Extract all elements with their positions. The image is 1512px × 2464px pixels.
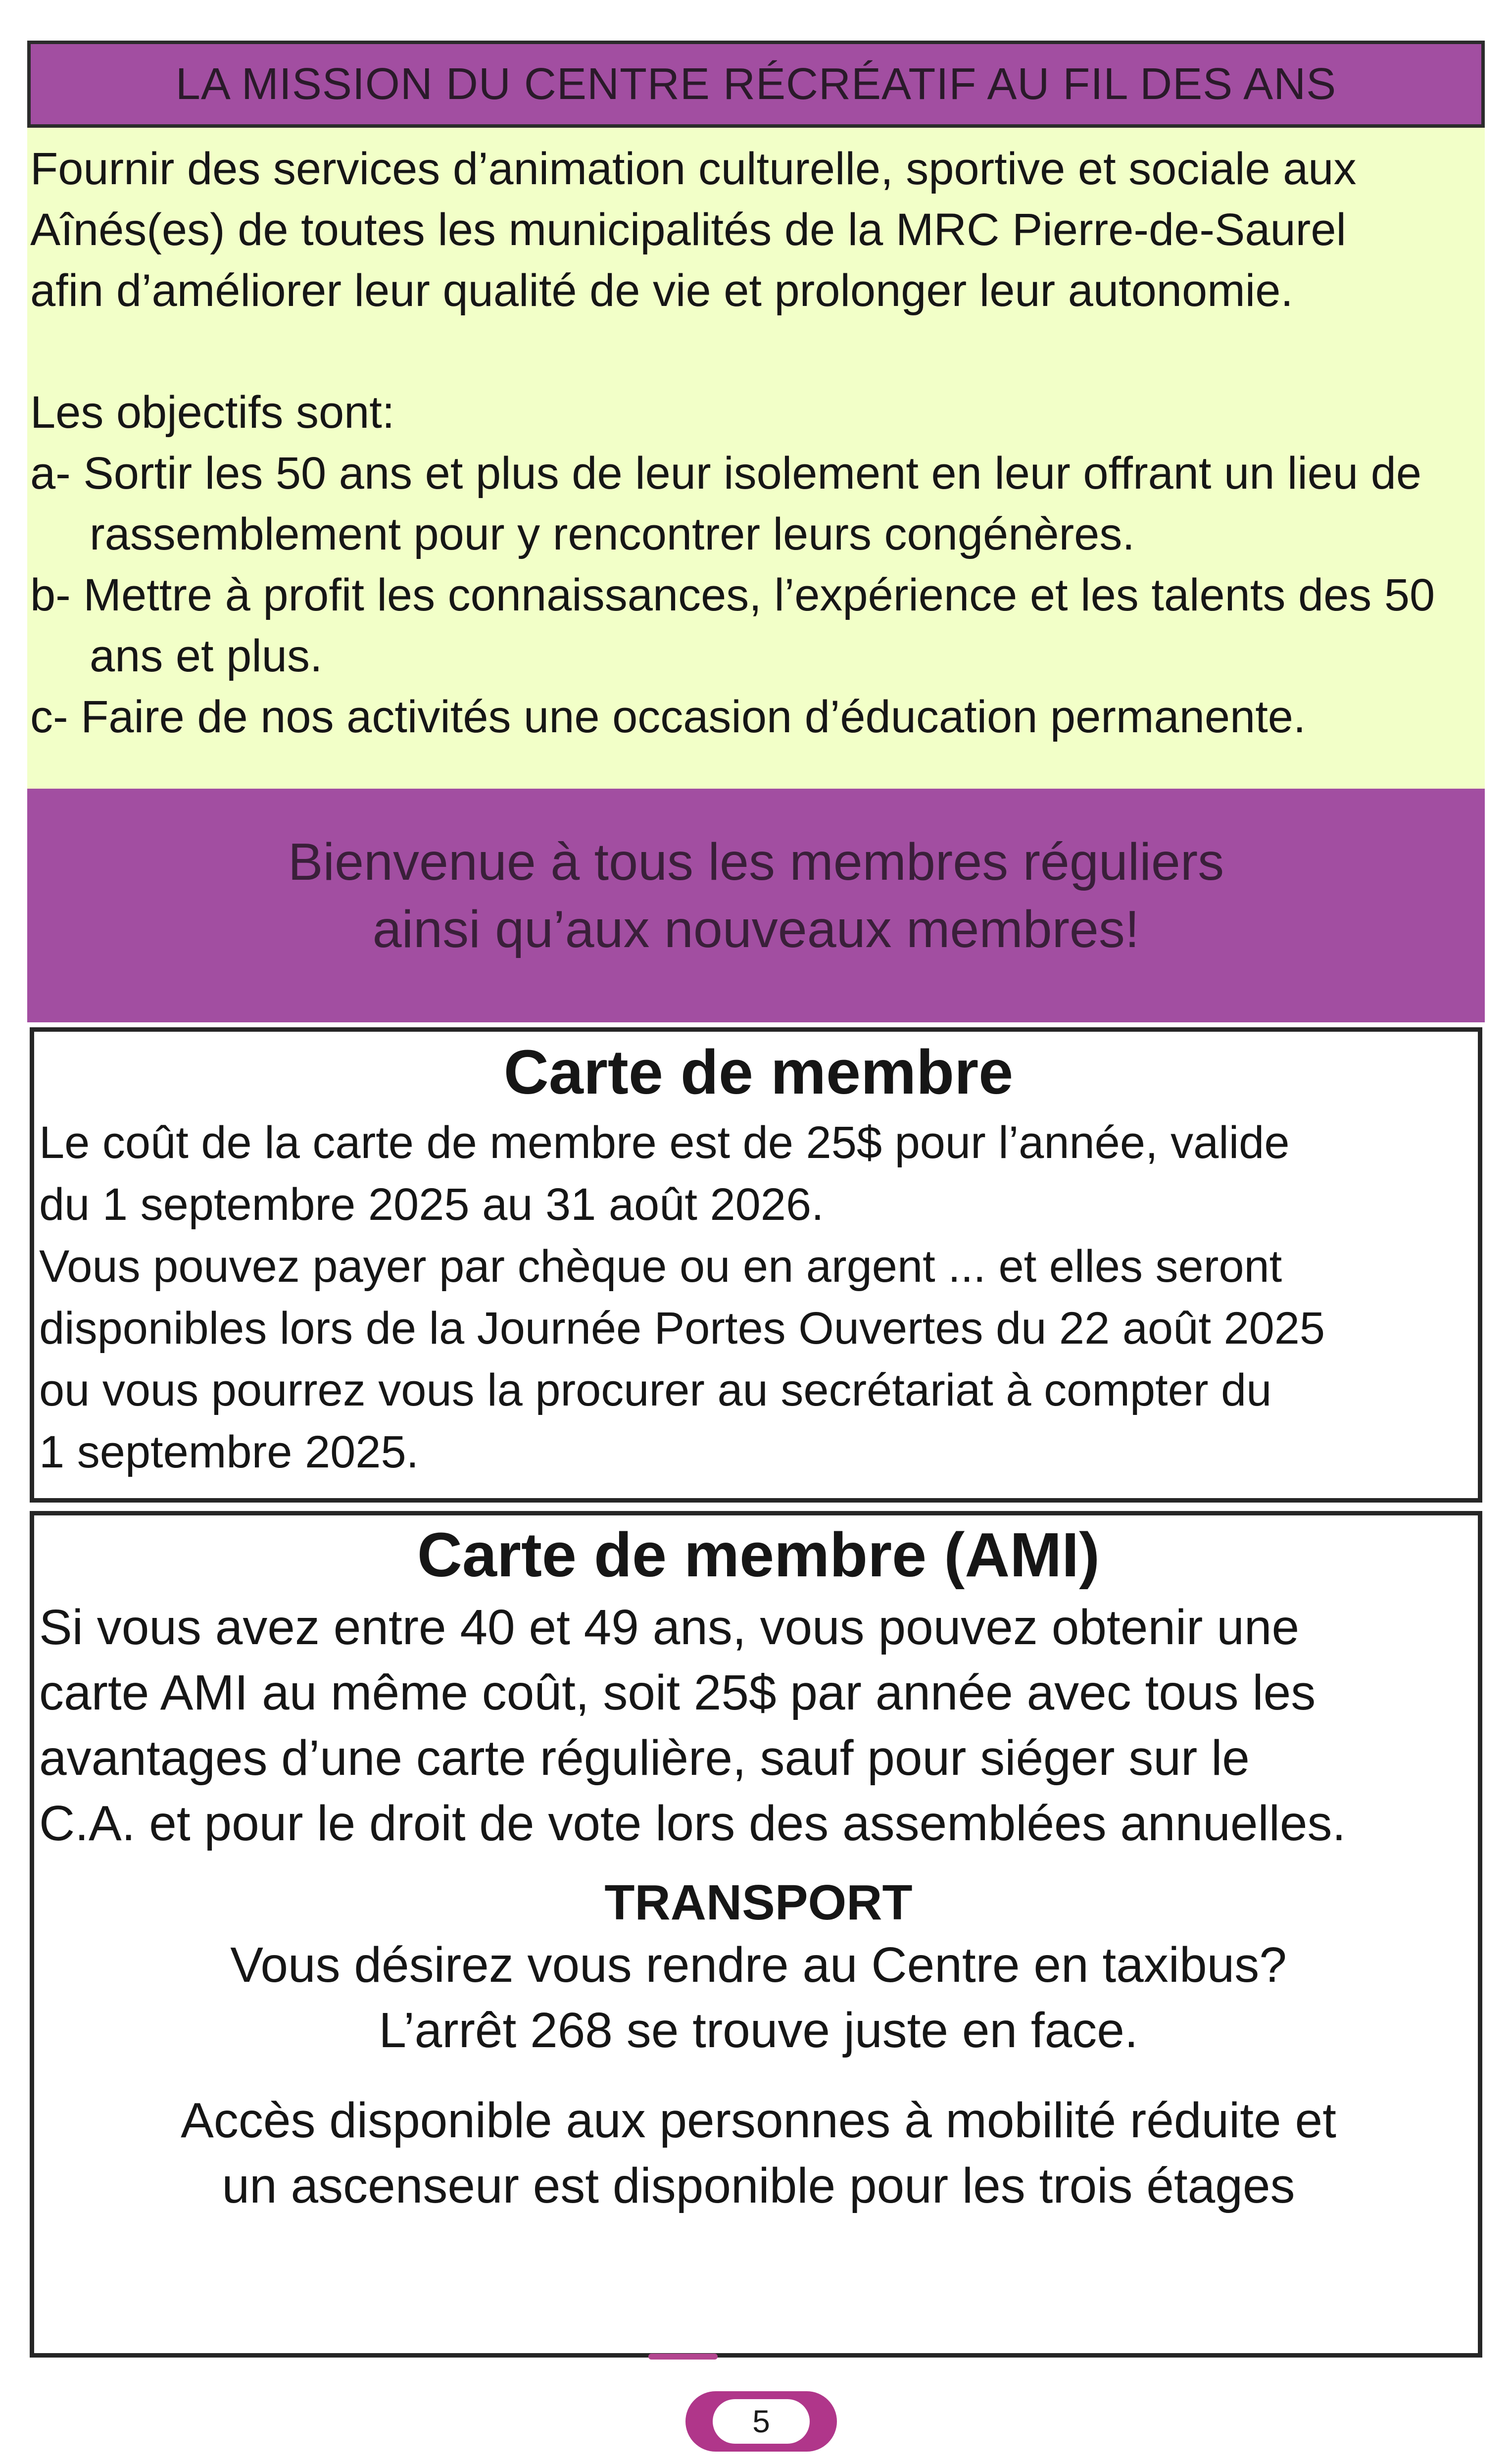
decorative-accent: [648, 2354, 718, 2360]
transport-line-2: L’arrêt 268 se trouve juste en face.: [379, 2003, 1138, 2058]
membership-line: Vous pouvez payer par chèque ou en argent ... et elles seront: [39, 1241, 1282, 1292]
mission-line: Fournir des services d’animation culturelle, sportive et sociale aux: [30, 144, 1357, 194]
access-line-1: Accès disponible aux personnes à mobilité réduite et: [181, 2093, 1336, 2148]
membership-line: 1 septembre 2025.: [39, 1427, 419, 1477]
mission-section: [27, 128, 1485, 789]
welcome-line-2: ainsi qu’aux nouveaux membres!: [372, 900, 1140, 958]
transport-line-1: Vous désirez vous rendre au Centre en taxibus?: [230, 1937, 1287, 1993]
access-line-2: un ascenseur est disponible pour les trois étages: [222, 2158, 1295, 2213]
mission-line: Aînés(es) de toutes les municipalités de la MRC Pierre-de-Saurel: [30, 204, 1346, 255]
ami-title: Carte de membre (AMI): [417, 1520, 1100, 1590]
mission-line: afin d’améliorer leur qualité de vie et prolonger leur autonomie.: [30, 265, 1293, 316]
mission-header: [27, 41, 1485, 128]
page-number: 5: [713, 2399, 810, 2444]
ami-line: C.A. et pour le droit de vote lors des assemblées annuelles.: [39, 1796, 1346, 1851]
membership-line: du 1 septembre 2025 au 31 août 2026.: [39, 1179, 824, 1230]
ami-line: carte AMI au même coût, soit 25$ par année avec tous les: [39, 1665, 1316, 1720]
transport-title: TRANSPORT: [604, 1875, 913, 1930]
objective-item-b: b- Mettre à profit les connaissances, l’expérience et les talents des 50 ans et plus.: [30, 570, 1435, 681]
membership-card-box: [30, 1027, 1482, 1503]
ami-card-box: [30, 1511, 1482, 2358]
welcome-banner: [27, 789, 1485, 1022]
ami-line: Si vous avez entre 40 et 49 ans, vous pouvez obtenir une: [39, 1600, 1300, 1655]
page-number-badge: [685, 2391, 837, 2452]
membership-title: Carte de membre: [503, 1037, 1014, 1107]
mission-header-text: LA MISSION DU CENTRE RÉCRÉATIF AU FIL DES ANS: [175, 59, 1337, 109]
welcome-line-1: Bienvenue à tous les membres réguliers: [288, 833, 1224, 891]
membership-line: disponibles lors de la Journée Portes Ouvertes du 22 août 2025: [39, 1303, 1325, 1354]
objective-item-a: a- Sortir les 50 ans et plus de leur isolement en leur offrant un lieu de rassemblement pour y rencontrer leurs congénères.: [30, 448, 1422, 559]
membership-line: ou vous pourrez vous la procurer au secrétariat à compter du: [39, 1365, 1272, 1415]
objectives-title: Les objectifs sont:: [30, 387, 395, 438]
objective-item-c: c- Faire de nos activités une occasion d’éducation permanente.: [30, 692, 1306, 742]
membership-line: Le coût de la carte de membre est de 25$ pour l’année, valide: [39, 1117, 1290, 1168]
ami-line: avantages d’une carte régulière, sauf pour siéger sur le: [39, 1730, 1250, 1786]
